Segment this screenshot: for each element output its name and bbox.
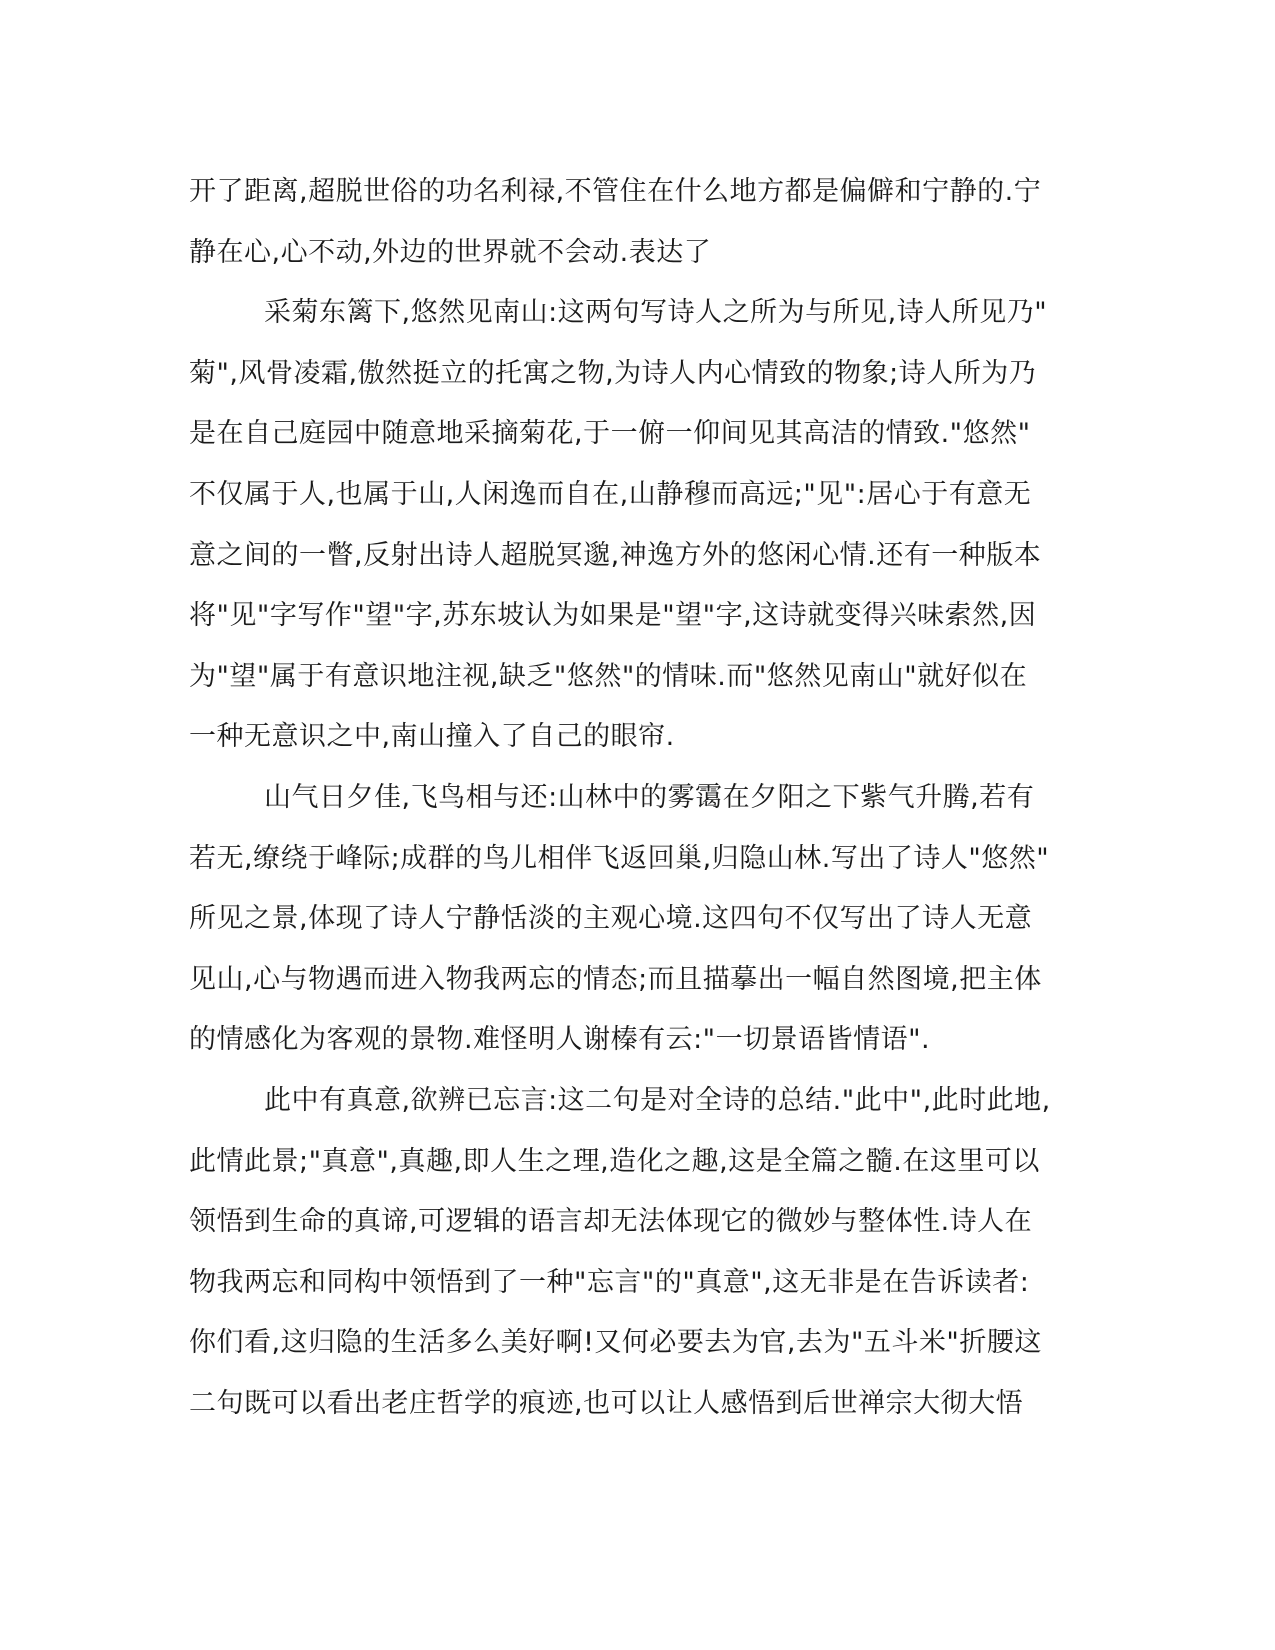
text-line: 山气日夕佳,飞鸟相与还:山林中的雾霭在夕阳之下紫气升腾,若有	[264, 781, 1035, 813]
paragraph	[189, 1071, 1089, 1435]
text-line: 静在心,心不动,外边的世界就不会动.表达了	[189, 236, 712, 268]
text-line: 一种无意识之中,南山撞入了自己的眼帘.	[189, 721, 675, 753]
text-line: 不仅属于人,也属于山,人闲逸而自在,山静穆而高远;"见":居心于有意无	[189, 478, 1032, 510]
text-line: 领悟到生命的真谛,可逻辑的语言却无法体现它的微妙与整体性.诗人在	[189, 1206, 1033, 1238]
text-line: 此中有真意,欲辨已忘言:这二句是对全诗的总结."此中",此时此地,	[264, 1084, 1051, 1116]
text-line: 所见之景,体现了诗人宁静恬淡的主观心境.这四句不仅写出了诗人无意	[189, 903, 1033, 935]
text-line: 若无,缭绕于峰际;成群的鸟儿相伴飞返回巢,归隐山林.写出了诗人"悠然"	[189, 842, 1050, 874]
text-line: 将"见"字写作"望"字,苏东坡认为如果是"望"字,这诗就变得兴味索然,因	[189, 600, 1037, 632]
paragraph	[189, 768, 1089, 1071]
text-line: 你们看,这归隐的生活多么美好啊!又何必要去为官,去为"五斗米"折腰这	[189, 1327, 1042, 1359]
paragraph	[189, 283, 1089, 768]
text-line: 为"望"属于有意识地注视,缺乏"悠然"的情味.而"悠然见南山"就好似在	[189, 660, 1028, 692]
text-line: 开了距离,超脱世俗的功名利禄,不管住在什么地方都是偏僻和宁静的.宁	[189, 176, 1042, 207]
text-line: 采菊东篱下,悠然见南山:这两句写诗人之所为与所见,诗人所见乃"	[264, 297, 1048, 329]
text-line: 此情此景;"真意",真趣,即人生之理,造化之趣,这是全篇之髓.在这里可以	[189, 1145, 1040, 1177]
text-line: 物我两忘和同构中领悟到了一种"忘言"的"真意",这无非是在告诉读者:	[189, 1266, 1030, 1298]
paragraph	[189, 162, 1089, 283]
text-line: 见山,心与物遇而进入物我两忘的情态;而且描摹出一幅自然图境,把主体	[189, 963, 1042, 995]
text-line: 二句既可以看出老庄哲学的痕迹,也可以让人感悟到后世禅宗大彻大悟	[189, 1387, 1024, 1419]
body-text	[189, 162, 1089, 1434]
text-line: 是在自己庭园中随意地采摘菊花,于一俯一仰间见其高洁的情致."悠然"	[189, 418, 1031, 450]
text-line: 菊",风骨凌霜,傲然挺立的托寓之物,为诗人内心情致的物象;诗人所为乃	[189, 357, 1037, 389]
text-line: 意之间的一瞥,反射出诗人超脱冥邈,神逸方外的悠闲心情.还有一种版本	[189, 539, 1042, 571]
text-line: 的情感化为客观的景物.难怪明人谢榛有云:"一切景语皆情语".	[189, 1024, 931, 1056]
